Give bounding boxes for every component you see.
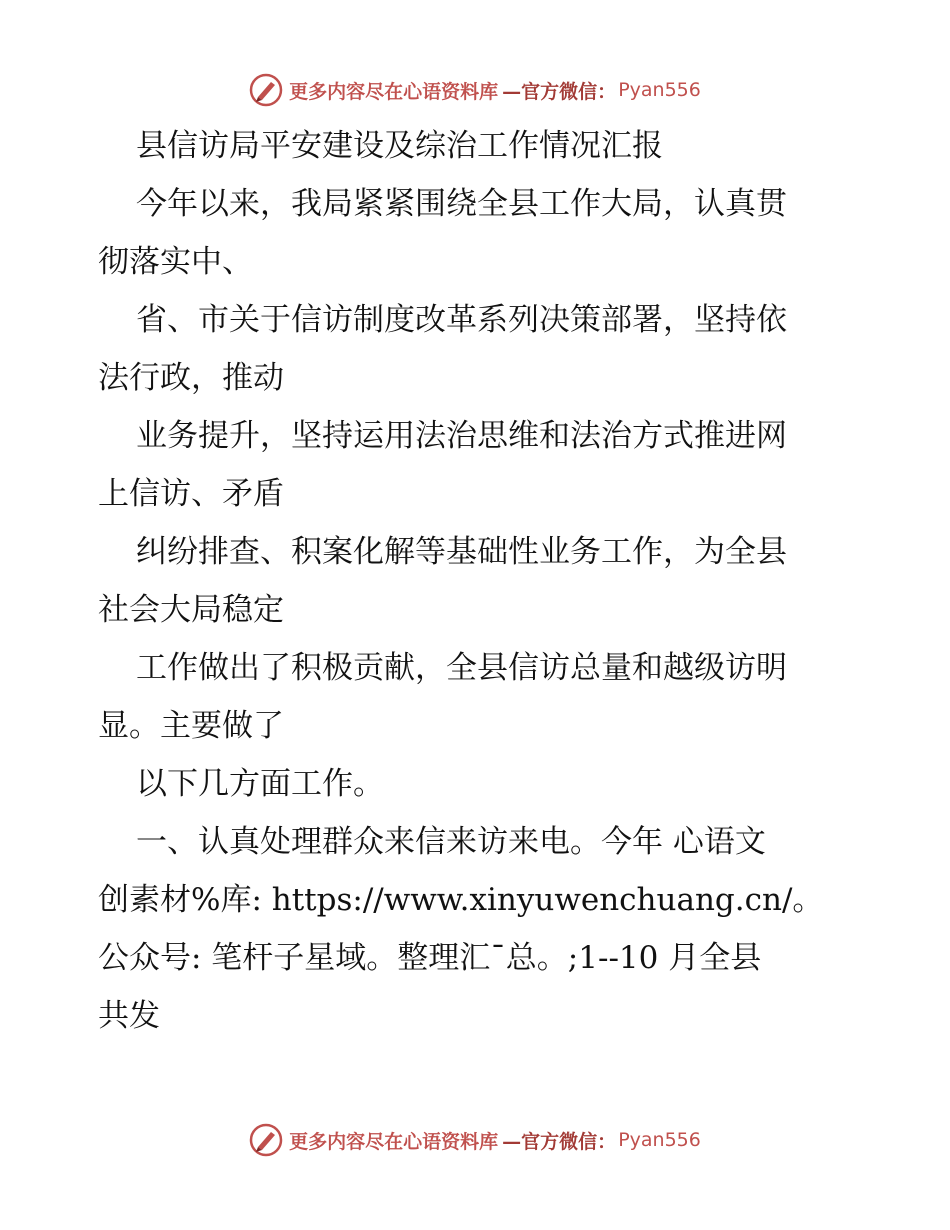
text-line: 以下几方面工作。 bbox=[136, 766, 384, 802]
text-line: 彻落实中、 bbox=[98, 244, 253, 280]
document-body bbox=[98, 117, 858, 1045]
text-line: 社会大局稳定 bbox=[98, 592, 284, 628]
text-line: 上信访、矛盾 bbox=[98, 476, 284, 512]
banner-account: Pyan556 bbox=[618, 79, 701, 101]
text-line: 创素材%库: https://www.xinyuwenchuang.cn/。 bbox=[98, 882, 824, 918]
banner-dash: —官方微信： bbox=[502, 80, 617, 103]
text-line: 公众号: 笔杆子星域。整理汇¯总。;1--10 月全县 bbox=[98, 940, 762, 976]
text-line: 法行政，推动 bbox=[98, 360, 284, 396]
text-line: 业务提升，坚持运用法治思维和法治方式推进网 bbox=[136, 418, 787, 454]
banner-account: Pyan556 bbox=[618, 1129, 701, 1151]
text-line: 省、市关于信访制度改革系列决策部署，坚持依 bbox=[136, 302, 787, 338]
banner-text: 更多内容尽在心语资料库 bbox=[289, 1130, 499, 1153]
footer-watermark-banner bbox=[0, 1120, 950, 1160]
banner-dash: —官方微信： bbox=[502, 1130, 617, 1153]
pen-logo-icon bbox=[249, 73, 283, 107]
header-watermark-banner bbox=[0, 70, 950, 110]
pen-logo-icon bbox=[249, 1123, 283, 1157]
document-title: 县信访局平安建设及综治工作情况汇报 bbox=[136, 128, 663, 164]
text-line: 今年以来，我局紧紧围绕全县工作大局，认真贯 bbox=[136, 186, 787, 222]
text-line: 显。主要做了 bbox=[98, 708, 284, 744]
text-line: 工作做出了积极贡献，全县信访总量和越级访明 bbox=[136, 650, 787, 686]
text-line: 共发 bbox=[98, 998, 160, 1034]
text-line: 一、认真处理群众来信来访来电。今年 心语文 bbox=[136, 824, 766, 860]
banner-text: 更多内容尽在心语资料库 bbox=[289, 80, 499, 103]
text-line: 纠纷排查、积案化解等基础性业务工作，为全县 bbox=[136, 534, 787, 570]
